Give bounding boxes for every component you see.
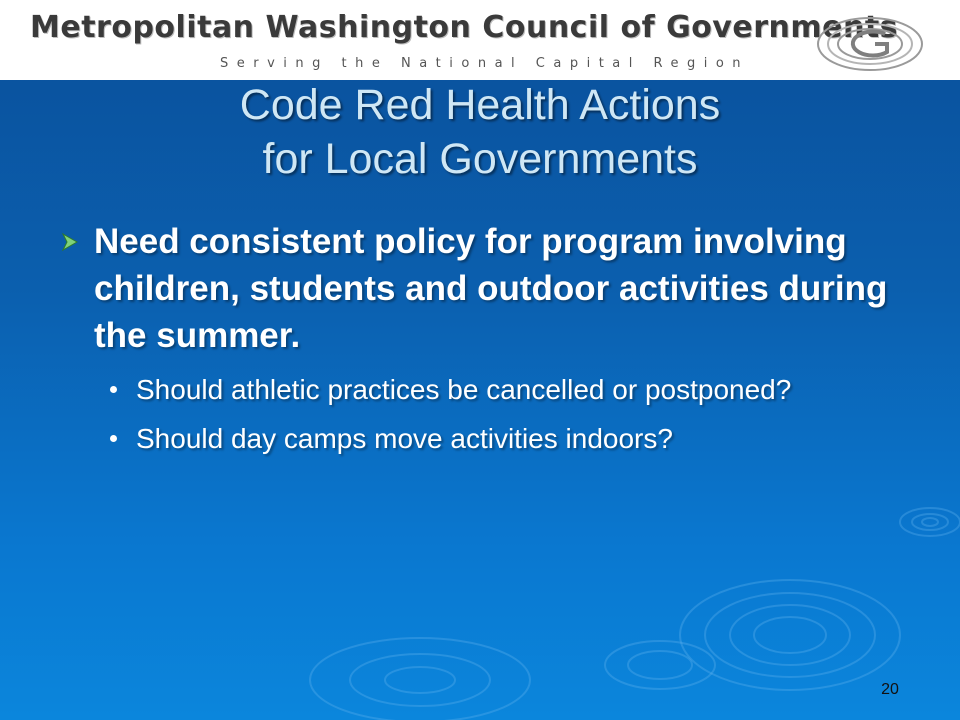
- sub-bullet-item: [104, 371, 920, 408]
- slide-title: [0, 78, 960, 186]
- cog-logo-icon: [815, 14, 925, 74]
- bullet-list: [60, 218, 920, 457]
- sub-bullet-text: Should day camps move activities indoors?: [136, 423, 673, 454]
- bullet-text: Need consistent policy for program involving children, students and outdoor activities during the summer.: [94, 222, 888, 355]
- title-line-2: for Local Governments: [262, 135, 698, 183]
- dot-bullet-icon: [110, 386, 117, 393]
- org-name: Metropolitan Washington Council of Governments: [30, 10, 899, 45]
- header-banner: [0, 0, 960, 80]
- arrow-bullet-icon: [60, 232, 80, 252]
- page-number: 20: [881, 681, 899, 698]
- dot-bullet-icon: [110, 435, 117, 442]
- bullet-item: [60, 218, 920, 359]
- title-line-1: Code Red Health Actions: [239, 81, 721, 129]
- sub-bullet-item: [104, 420, 920, 457]
- tagline: Serving the National Capital Region: [220, 56, 750, 71]
- sub-bullet-text: Should athletic practices be cancelled or postponed?: [136, 374, 792, 405]
